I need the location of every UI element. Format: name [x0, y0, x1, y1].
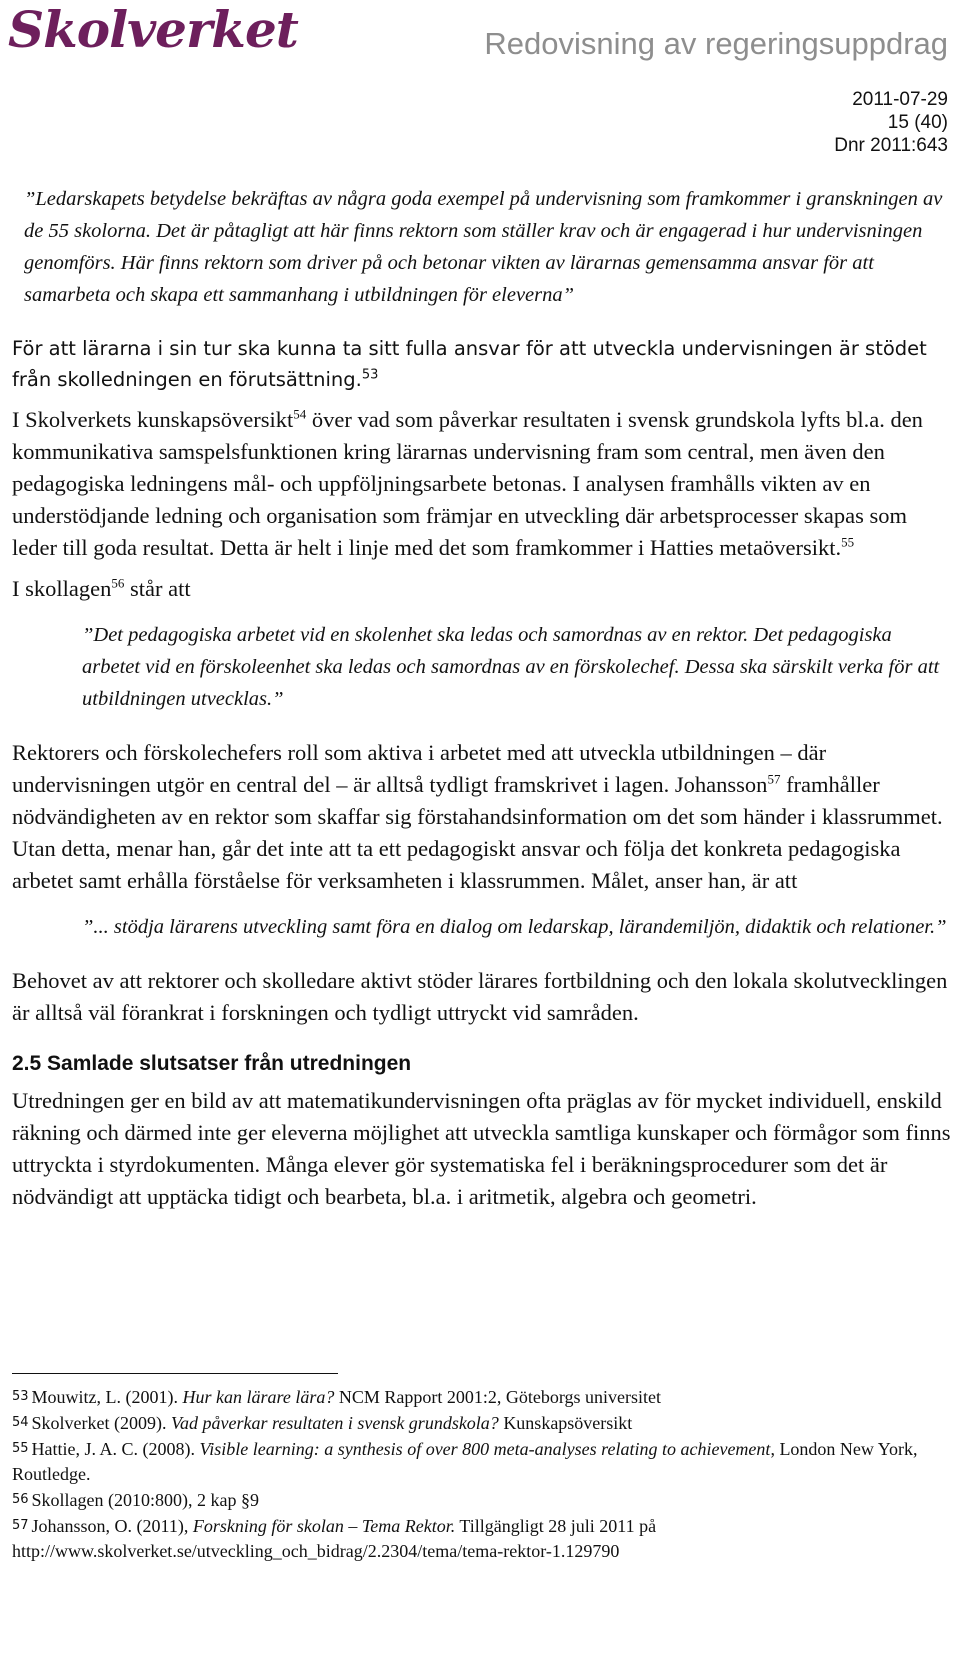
- footnote-ref-55[interactable]: 55: [841, 534, 855, 550]
- quote-ledarskap: ”Ledarskapets betydelse bekräftas av några goda exempel på undervisning som framkommer i granskningen av de 55 skolorna. Det är påtagligt att här finns rektorn som ställer krav och är engagerad i hur undervisningen genomförs. Här finns rektorn som driver på och betonar vikten av lärarnas gemensamma ansvar för att samarbeta och skapa ett sammanhang i utbildningen för eleverna”: [24, 188, 943, 306]
- footnote-57: [12, 1513, 947, 1564]
- footnote-text: Skolverket (2009).: [31, 1413, 172, 1433]
- footnote-text: Hattie, J. A. C. (2008).: [31, 1439, 200, 1459]
- paragraph-text: I skollagen: [12, 576, 112, 601]
- footnotes: [12, 1384, 947, 1564]
- footnote-title: Hur kan lärare lära?: [182, 1387, 335, 1407]
- footnote-text: , London New York, Routledge.: [12, 1439, 918, 1484]
- footnote-53: [12, 1384, 947, 1410]
- footnote-ref-57[interactable]: 57: [767, 771, 781, 787]
- paragraph-rektorers-roll: [12, 737, 952, 897]
- footnote-ref-54[interactable]: 54: [293, 406, 307, 422]
- footnote-link-text[interactable]: Tillgängligt 28 juli 2011 på http://www.skolverket.se/utveckling_och_bidrag/2.2304/tema/tema-rektor-1.129790: [12, 1516, 657, 1561]
- paragraph-stod-skolledning: [12, 333, 952, 395]
- footnote-55: [12, 1436, 947, 1487]
- paragraph-fortbildning: Behovet av att rektorer och skolledare aktivt stöder lärares fortbildning och den lokala skolutvecklingen är alltså väl förankrat i forskningen och tydligt uttryckt vid samråden.: [12, 968, 948, 1025]
- footnote-number: 57: [12, 1518, 29, 1533]
- footnote-number: 56: [12, 1492, 29, 1507]
- footnote-number: 54: [12, 1415, 29, 1430]
- section-heading: 2.5 Samlade slutsatser från utredningen: [12, 1052, 412, 1075]
- footnote-number: 55: [12, 1441, 29, 1456]
- paragraph-kunskapsoversikt: [12, 404, 952, 564]
- footnote-text: Skollagen (2010:800), 2 kap §9: [31, 1490, 260, 1510]
- quote-skollagen: ”Det pedagogiska arbetet vid en skolenhet ska ledas och samordnas av en rektor. Det pedagogiska arbetet vid en förskoleenhet ska ledas och samordnas av en förskolechef. Dessa ska särskilt verka för att utbildningen utvecklas.”: [82, 624, 940, 710]
- paragraph-text: står att: [124, 576, 191, 601]
- paragraph-text: Rektorers och förskolechefers roll som aktiva i arbetet med att utveckla utbildningen – där undervisningen utgör en central del – är alltså tydligt framskrivet i lagen. Johansson: [12, 740, 827, 797]
- footnote-title: Forskning för skolan – Tema Rektor.: [192, 1516, 456, 1536]
- footnote-text: Kunskapsöversikt: [498, 1413, 633, 1433]
- footnote-divider: [12, 1373, 338, 1374]
- paragraph-skollagen: [12, 573, 952, 605]
- footnote-ref-53[interactable]: 53: [361, 367, 379, 383]
- footnote-title: Visible learning: a synthesis of over 800 meta-analyses relating to achievement: [199, 1439, 771, 1459]
- document-date: 2011-07-29: [852, 89, 948, 110]
- footnote-text: Johansson, O. (2011),: [31, 1516, 193, 1536]
- footnote-text: NCM Rapport 2001:2, Göteborgs universitet: [334, 1387, 662, 1407]
- paragraph-text: över vad som påverkar resultaten i svensk grundskola lyfts bl.a. den kommunikativa samspelsfunktionen kring lärarnas undervisning fram som central, men även den pedagogiska ledningens mål- och uppföljningsarbete betonas. I analysen framhålls vikten av en understödjande ledning och organisation som främjar en utveckling där arbetsprocesser skapas som leder till goda resultat. Detta är helt i linje med det som framkommer i Hatties metaöversikt.: [12, 407, 923, 560]
- footnote-title: Vad påverkar resultaten i svensk grundskola?: [171, 1413, 499, 1433]
- paragraph-slutsatser: Utredningen ger en bild av att matematikundervisningen ofta präglas av för mycket individuell, enskild räkning och därmed inte ger eleverna möjlighet att utveckla samtliga kunskaper och förmågor som finns uttryckta i styrdokumenten. Många elever gör systematiska fel i beräkningsprocedurer som det är nödvändigt att upptäcka tidigt och bearbeta, bl.a. i aritmetik, algebra och geometri.: [12, 1088, 951, 1209]
- document-meta: [648, 88, 948, 157]
- paragraph-text: I Skolverkets kunskapsöversikt: [12, 407, 294, 432]
- page-number: 15 (40): [887, 112, 948, 133]
- quote-johansson: ”... stödja lärarens utveckling samt föra en dialog om ledarskap, lärandemiljön, didaktik och relationer.”: [82, 916, 947, 938]
- footnote-ref-56[interactable]: 56: [111, 575, 125, 591]
- document-body: [12, 183, 952, 1222]
- footnote-text: Mouwitz, L. (2001).: [31, 1387, 183, 1407]
- footnote-number: 53: [12, 1389, 29, 1404]
- skolverket-logo: Skolverket: [8, 0, 298, 59]
- diary-number: Dnr 2011:643: [834, 135, 948, 156]
- paragraph-text: För att lärarna i sin tur ska kunna ta sitt fulla ansvar för att utveckla undervisningen är stödet från skolledningen en förutsättning.: [12, 337, 927, 391]
- footnote-56: [12, 1487, 947, 1513]
- paragraph-text: framhåller nödvändigheten av en rektor som skaffar sig förstahandsinformation om det som händer i klassrummet. Utan detta, menar han, går det inte att ta ett pedagogiskt ansvar och följa det konkreta pedagogiska arbetet samt erhålla förståelse för verksamheten i klassrummen. Målet, anser han, är att: [12, 772, 943, 893]
- document-type-label: Redovisning av regeringsuppdrag: [484, 26, 948, 61]
- footnote-54: [12, 1410, 947, 1436]
